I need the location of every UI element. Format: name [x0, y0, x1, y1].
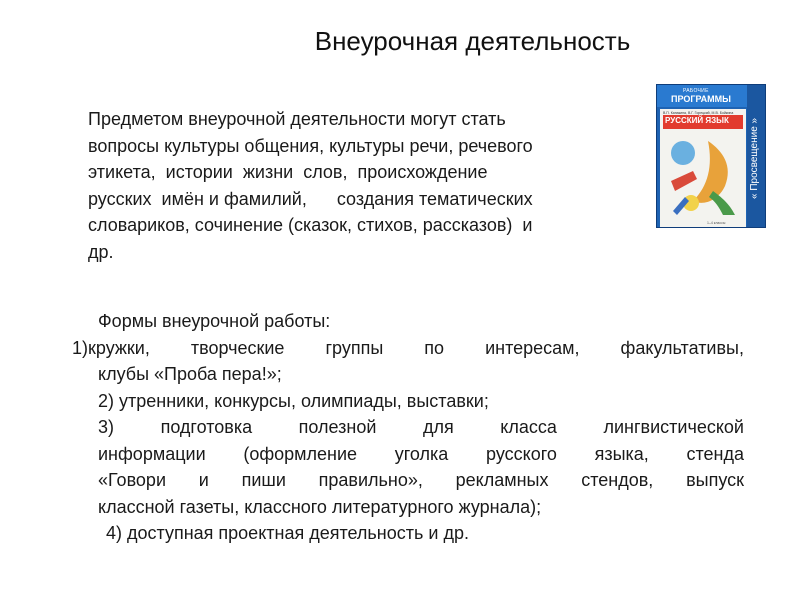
list-item-2: 2) утренники, конкурсы, олимпиады, выставки; — [98, 390, 489, 411]
book-grade: 1–4 классы — [707, 221, 726, 225]
intro-paragraph: Предметом внеурочной деятельности могут стать вопросы культуры общения, культуры речи, речевого этикета, истории жизни слов, происхождение русских имён и фамилий, создания тематических словариков, сочинение (сказок, стихов, рассказов) и др. — [88, 109, 533, 262]
list-item-1-line-2: клубы «Проба пера!»; — [98, 364, 282, 384]
textbook-cover-image — [656, 84, 766, 228]
book-subject: РУССКИЙ ЯЗЫК — [665, 116, 729, 125]
page-title: Внеурочная деятельность — [314, 26, 631, 56]
book-series: ПРОГРАММЫ — [671, 94, 731, 104]
list-item-3-line-1: 3) подготовка полезной для класса лингвистической — [98, 417, 744, 437]
book-authors: В.П. Канакина, В.Г. Горецкий, М.В. Бойкина — [663, 111, 734, 115]
list-item-4: 4) доступная проектная деятельность и др. — [106, 523, 469, 543]
forms-heading: Формы внеурочной работы: — [98, 311, 331, 331]
book-illustration — [663, 131, 743, 219]
forms-list — [72, 308, 744, 547]
book-series-small: РАБОЧИЕ — [683, 88, 709, 94]
list-item-3-line-4: классной газеты, классного литературного журнала); — [98, 496, 542, 517]
list-item-3-line-3: «Говори и пиши правильно», рекламных стендов, выпуск — [98, 470, 744, 490]
book-spine-publisher: « Просвещение » — [749, 117, 760, 199]
list-item-3-line-2: информации (оформление уголка русского языка, стенда — [98, 443, 744, 464]
list-item-1-line-1: 1)кружки, творческие группы по интересам, факультативы, — [72, 337, 744, 358]
